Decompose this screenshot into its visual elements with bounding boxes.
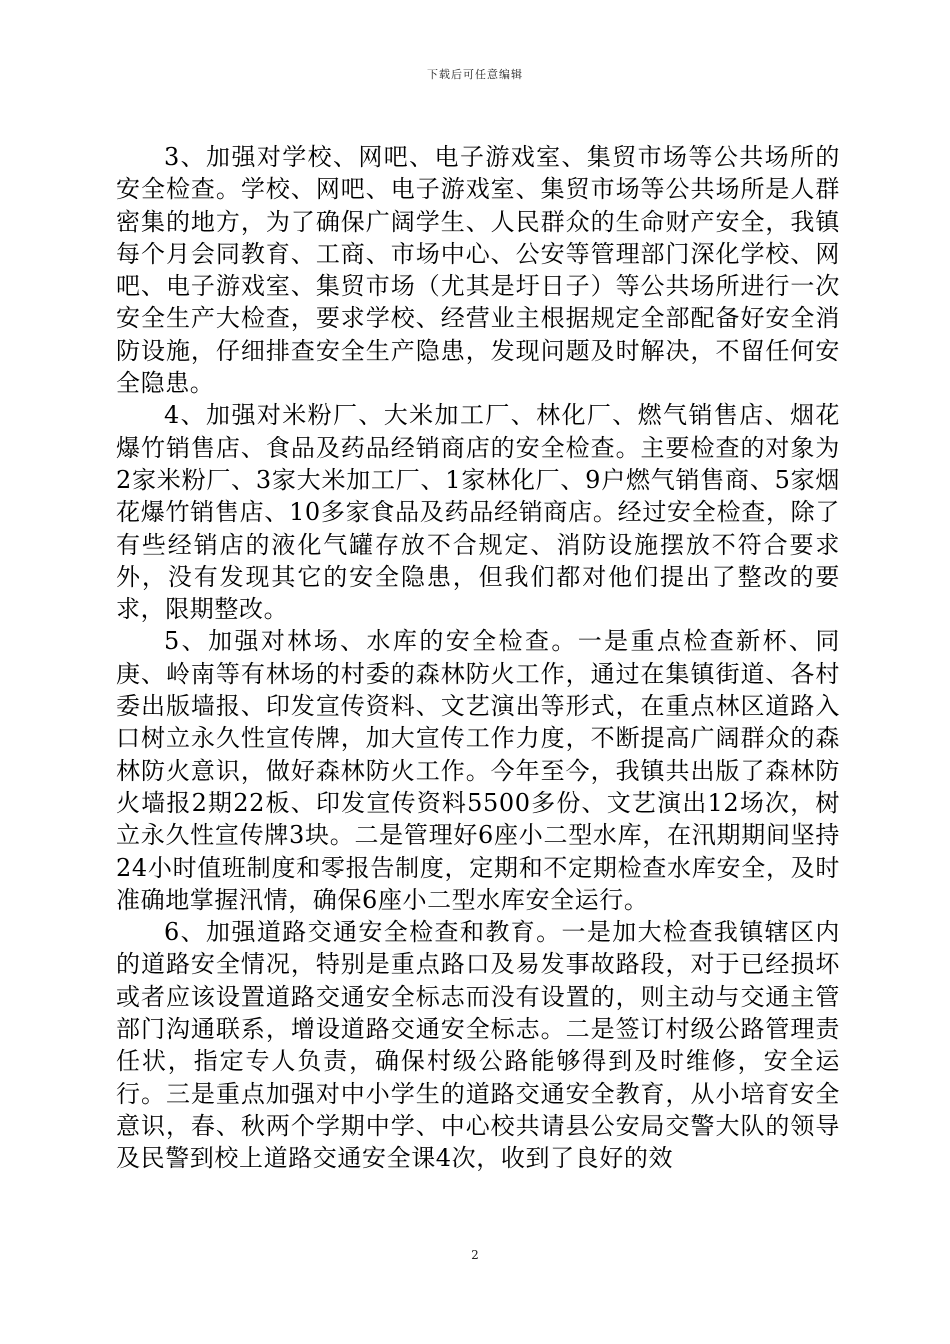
page-header: 下载后可任意编辑 <box>427 68 523 81</box>
paragraph-item-6: 6、加强道路交通安全检查和教育。一是加大检查我镇辖区内的道路安全情况，特别是重点路口及易发事故路段，对于已经损坏或者应该设置道路交通安全标志而没有设置的，则主动与交通主管部门沟通联系，增设道路交通安全标志。二是签订村级公路管理责任状，指定专人负责，确保村级公路能够得到及时维修，安全运行。三是重点加强对中小学生的道路交通安全教育，从小培育安全意识，春、秋两个学期中学、中心校共请县公安局交警大队的领导及民警到校上道路交通安全课4次，收到了良好的效 <box>116 918 840 1173</box>
paragraph-item-3: 3、加强对学校、网吧、电子游戏室、集贸市场等公共场所的安全检查。学校、网吧、电子游戏室、集贸市场等公共场所是人群密集的地方，为了确保广阔学生、人民群众的生命财产安全，我镇每个月会同教育、工商、市场中心、公安等管理部门深化学校、网吧、电子游戏室、集贸市场（尤其是圩日子）等公共场所进行一次安全生产大检查，要求学校、经营业主根据规定全部配备好安全消防设施，仔细排查安全生产隐患，发现问题及时解决，不留任何安全隐患。 <box>116 143 840 398</box>
paragraph-item-5: 5、加强对林场、水库的安全检查。一是重点检查新杯、同庚、岭南等有林场的村委的森林防火工作，通过在集镇街道、各村委出版墙报、印发宣传资料、文艺演出等形式，在重点林区道路入口树立永久性宣传牌，加大宣传工作力度，不断提高广阔群众的森林防火意识，做好森林防火工作。今年至今，我镇共出版了森林防火墙报2期22板、印发宣传资料5500多份、文艺演出12场次，树立永久性宣传牌3块。二是管理好6座小二型水库，在汛期期间坚持24小时值班制度和零报告制度，定期和不定期检查水库安全，及时准确地掌握汛情，确保6座小二型水库安全运行。 <box>116 627 840 914</box>
page-number: 2 <box>471 1248 479 1262</box>
document-body <box>116 141 840 1175</box>
paragraph-item-4: 4、加强对米粉厂、大米加工厂、林化厂、燃气销售店、烟花爆竹销售店、食品及药品经销商店的安全检查。主要检查的对象为2家米粉厂、3家大米加工厂、1家林化厂、9户燃气销售商、5家烟花爆竹销售店、10多家食品及药品经销商店。经过安全检查，除了有些经销店的液化气罐存放不合规定、消防设施摆放不符合要求外，没有发现其它的安全隐患，但我们都对他们提出了整改的要求，限期整改。 <box>116 401 840 624</box>
